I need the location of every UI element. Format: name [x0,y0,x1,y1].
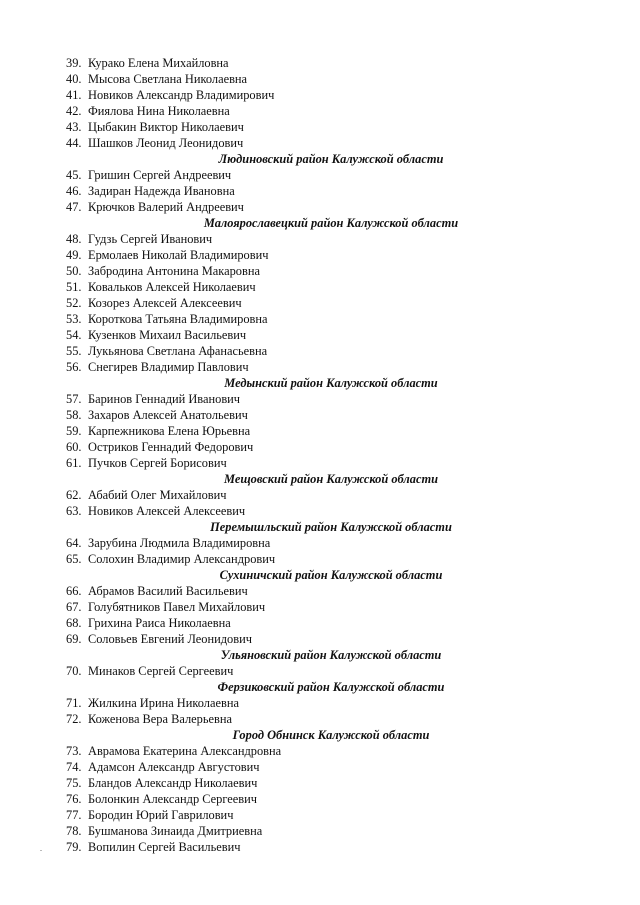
list-item [56,327,616,343]
item-number: 69. [66,632,82,646]
person-name: Пучков Сергей Борисович [88,456,227,470]
list-item [56,199,616,215]
item-number: 62. [66,488,82,502]
item-number: 51. [66,280,82,294]
person-name: Гудзь Сергей Иванович [88,232,213,246]
district-heading: Ферзиковский район Калужской области [217,680,445,694]
list-item [56,775,616,791]
name-list [56,55,616,855]
item-number: 74. [66,760,82,774]
person-name: Мысова Светлана Николаевна [88,72,248,86]
item-number: 71. [66,696,82,710]
person-name: Баринов Геннадий Иванович [88,392,241,406]
list-item [56,759,616,775]
item-number: 75. [66,776,82,790]
item-number: 65. [66,552,82,566]
list-item [56,167,616,183]
item-number: 76. [66,792,82,806]
person-name: Цыбакин Виктор Николаевич [88,120,244,134]
list-item [56,423,616,439]
item-number: 64. [66,536,82,550]
district-heading: Ульяновский район Калужской области [220,648,442,662]
item-number: 39. [66,56,82,70]
list-item [56,183,616,199]
item-number: 79. [66,840,82,854]
person-name: Минаков Сергей Сергеевич [88,664,234,678]
list-item [56,407,616,423]
district-heading: Сухиничский район Калужской области [219,568,443,582]
person-name: Соловьев Евгений Леонидович [88,632,252,646]
person-name: Абабий Олег Михайлович [88,488,227,502]
person-name: Новиков Алексей Алексеевич [88,504,246,518]
list-item [56,535,616,551]
person-name: Козорез Алексей Алексеевич [88,296,242,310]
list-item [56,615,616,631]
person-name: Остриков Геннадий Федорович [88,440,254,454]
district-heading: Малоярославецкий район Калужской области [203,216,459,230]
list-item [56,279,616,295]
list-item [56,631,616,647]
person-name: Гришин Сергей Андреевич [88,168,232,182]
list-item [56,343,616,359]
district-heading: Медынский район Калужской области [224,376,438,390]
item-number: 43. [66,120,82,134]
person-name: Зарубина Людмила Владимировна [88,536,271,550]
person-name: Солохин Владимир Александрович [88,552,276,566]
list-item [56,103,616,119]
list-item [56,231,616,247]
item-number: 72. [66,712,82,726]
person-name: Ковальков Алексей Николаевич [88,280,256,294]
item-number: 57. [66,392,82,406]
item-number: 45. [66,168,82,182]
item-number: 73. [66,744,82,758]
item-number: 56. [66,360,82,374]
person-name: Короткова Татьяна Владимировна [88,312,268,326]
list-item [56,487,616,503]
person-name: Жилкина Ирина Николаевна [88,696,239,710]
item-number: 60. [66,440,82,454]
list-item [56,119,616,135]
person-name: Аврамова Екатерина Александровна [88,744,282,758]
item-number: 48. [66,232,82,246]
list-item [56,71,616,87]
district-heading: Перемышльский район Калужской области [210,520,452,534]
person-name: Курако Елена Михайловна [88,56,229,70]
item-number: 52. [66,296,82,310]
district-heading: Мещовский район Калужской области [224,472,438,486]
list-item [56,263,616,279]
list-item [56,247,616,263]
item-number: 77. [66,808,82,822]
item-number: 61. [66,456,82,470]
item-number: 42. [66,104,82,118]
person-name: Вопилин Сергей Васильевич [88,840,241,854]
item-number: 46. [66,184,82,198]
list-item [56,695,616,711]
person-name: Бушманова Зинаида Дмитриевна [88,824,263,838]
item-number: 68. [66,616,82,630]
person-name: Задиран Надежда Ивановна [88,184,235,198]
item-number: 67. [66,600,82,614]
item-number: 70. [66,664,82,678]
list-item [56,135,616,151]
list-item [56,807,616,823]
person-name: Коженова Вера Валерьевна [88,712,232,726]
person-name: Ермолаев Николай Владимирович [88,248,269,262]
scan-mark [40,850,42,851]
list-item [56,87,616,103]
person-name: Захаров Алексей Анатольевич [88,408,248,422]
list-item [56,503,616,519]
list-item [56,311,616,327]
person-name: Голубятников Павел Михайлович [88,600,266,614]
person-name: Кузенков Михаил Васильевич [88,328,247,342]
person-name: Адамсон Александр Августович [88,760,260,774]
person-name: Абрамов Василий Васильевич [88,584,248,598]
list-item [56,791,616,807]
item-number: 78. [66,824,82,838]
person-name: Снегирев Владимир Павлович [88,360,249,374]
person-name: Бородин Юрий Гаврилович [88,808,234,822]
item-number: 50. [66,264,82,278]
list-item [56,359,616,375]
item-number: 55. [66,344,82,358]
item-number: 53. [66,312,82,326]
item-number: 40. [66,72,82,86]
list-item [56,455,616,471]
person-name: Бландов Александр Николаевич [88,776,258,790]
item-number: 49. [66,248,82,262]
item-number: 44. [66,136,82,150]
list-item [56,711,616,727]
item-number: 41. [66,88,82,102]
item-number: 58. [66,408,82,422]
item-number: 63. [66,504,82,518]
person-name: Лукьянова Светлана Афанасьевна [88,344,268,358]
person-name: Грихина Раиса Николаевна [88,616,231,630]
person-name: Шашков Леонид Леонидович [88,136,244,150]
list-item [56,599,616,615]
person-name: Карпежникова Елена Юрьевна [88,424,251,438]
list-item [56,839,616,855]
item-number: 66. [66,584,82,598]
district-heading: Город Обнинск Калужской области [232,728,430,742]
person-name: Крючков Валерий Андреевич [88,200,244,214]
person-name: Новиков Александр Владимирович [88,88,275,102]
item-number: 54. [66,328,82,342]
list-item [56,583,616,599]
list-item [56,295,616,311]
district-heading: Людиновский район Калужской области [218,152,444,166]
person-name: Болонкин Александр Сергеевич [88,792,257,806]
list-item [56,55,616,71]
person-name: Забродина Антонина Макаровна [88,264,260,278]
item-number: 47. [66,200,82,214]
list-item [56,663,616,679]
list-item [56,743,616,759]
person-name: Фиялова Нина Николаевна [88,104,230,118]
list-item [56,439,616,455]
list-item [56,391,616,407]
list-item [56,823,616,839]
item-number: 59. [66,424,82,438]
list-item [56,551,616,567]
